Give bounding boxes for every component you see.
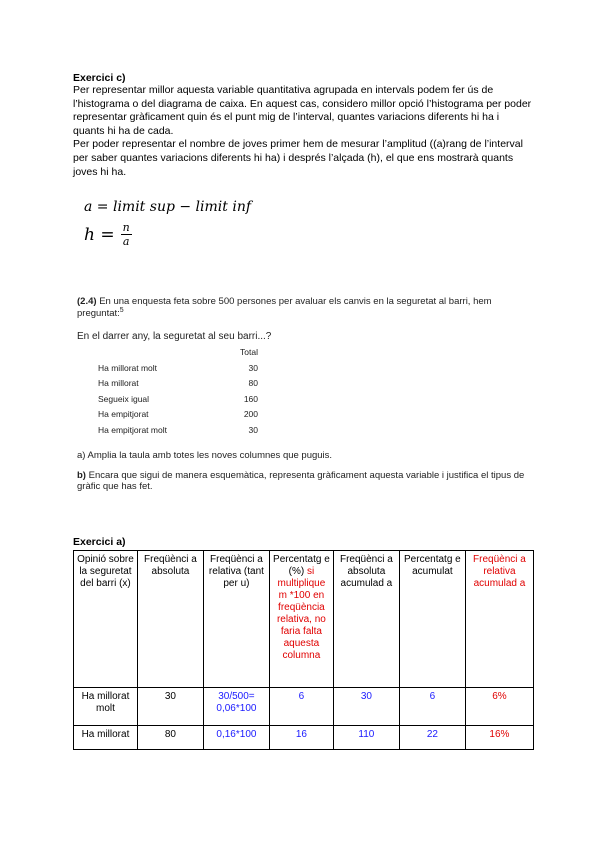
exercise-c-paragraph-1: Per representar millor aquesta variable quantitativa agrupada en intervals podem fer ús de l’histograma o del diagrama de caixa. En aquest cas, considero millor opció l’histograma per poder representar gràficament quin és el punt mig de l’interval, quantes variacions diferents hi ha i quants hi ha de cada. [73, 84, 532, 137]
table-header-row [74, 551, 534, 688]
cell-opinion: Ha millorat molt [74, 688, 138, 726]
header-opinion: Opinió sobre la seguretat del barri (x) [74, 551, 138, 688]
cell-cumulative-percentage: 22 [399, 726, 465, 750]
survey-question: En el darrer any, la seguretat al seu barri...? [77, 331, 272, 342]
survey-row [98, 394, 258, 410]
survey-row-label: Ha empitjorat molt [98, 424, 167, 435]
survey-row [98, 363, 258, 379]
survey-row-label: Ha empitjorat [98, 409, 149, 419]
cell-cumulative-relative: 16% [465, 726, 533, 750]
table-row [74, 726, 534, 750]
survey-table [98, 347, 258, 440]
height-formula-lhs: h = [84, 225, 115, 245]
header-relative-frequency: Freqüènci a relativa (tant per u) [203, 551, 269, 688]
survey-row-total: 200 [243, 409, 258, 419]
cell-cumulative-absolute: 30 [333, 688, 399, 726]
header-cumulative-percentage: Percentatg e acumulat [399, 551, 465, 688]
survey-row-total: 30 [248, 362, 258, 373]
cell-percentage: 6 [269, 688, 333, 726]
survey-row-total: 30 [248, 424, 258, 435]
footnote-marker: 5 [119, 307, 124, 314]
header-percentage [269, 551, 333, 688]
cell-opinion: Ha millorat [74, 726, 138, 750]
exercise-c-section [73, 72, 533, 179]
header-absolute-frequency: Freqüènci a absoluta [137, 551, 203, 688]
frequency-table [73, 550, 534, 750]
total-header: Total [240, 347, 258, 357]
part-b-label: b) [77, 470, 86, 481]
survey-row [98, 425, 258, 441]
cell-cumulative-relative: 6% [465, 688, 533, 726]
header-cumulative-absolute: Freqüènci a absoluta acumulad a [333, 551, 399, 688]
survey-row [98, 378, 258, 394]
exercise-a-title: Exercici a) [73, 536, 126, 548]
cell-percentage: 16 [269, 726, 333, 750]
cell-relative: 0,16*100 [203, 726, 269, 750]
height-formula [84, 222, 132, 248]
problem-number: (2.4) [77, 296, 97, 307]
scanned-problem-intro [77, 296, 537, 319]
header-cumulative-relative: Freqüènci a relativa acumulad a [465, 551, 533, 688]
cell-cumulative-percentage: 6 [399, 688, 465, 726]
part-b-text: Encara que sigui de manera esquemàtica, representa gràficament aquesta variable i justifica el tipus de gràfic que has fet. [77, 470, 525, 492]
survey-row [98, 409, 258, 425]
header-percentage-label: Percentatg e (%) [273, 554, 330, 577]
survey-row-total: 160 [243, 393, 258, 404]
survey-row-label: Segueix igual [98, 393, 150, 404]
survey-row-label: Ha millorat molt [98, 362, 158, 373]
problem-intro-text: En una enquesta feta sobre 500 persones per avaluar els canvis en la seguretat al barri, hem preguntat: [77, 296, 492, 320]
part-b-instruction [77, 470, 537, 492]
exercise-c-paragraph-2: Per poder representar el nombre de joves primer hem de mesurar l’amplitud ((a)rang de l’interval per saber quantes variacions diferents hi ha) i després l’alçada (h), el que ens mostrarà quants joves hi ha. [73, 138, 523, 178]
survey-row-total: 80 [248, 378, 258, 388]
cell-absolute: 80 [137, 726, 203, 750]
fraction-denominator: a [122, 235, 130, 248]
table-row [74, 688, 534, 726]
exercise-c-title: Exercici c) [73, 72, 126, 84]
part-a-instruction: a) Amplia la taula amb totes les noves columnes que puguis. [77, 450, 333, 461]
header-percentage-note: si multiplique m *100 en freqüència relativa, no faria falta aquesta columna [276, 566, 326, 661]
cell-cumulative-absolute: 110 [333, 726, 399, 750]
amplitude-formula: a = limit sup − limit inf [84, 199, 252, 215]
height-fraction [121, 222, 132, 248]
cell-absolute: 30 [137, 688, 203, 726]
survey-row-label: Ha millorat [98, 378, 139, 388]
cell-relative: 30/500= 0,06*100 [203, 688, 269, 726]
fraction-numerator: n [122, 221, 130, 234]
survey-table-header [98, 347, 258, 363]
